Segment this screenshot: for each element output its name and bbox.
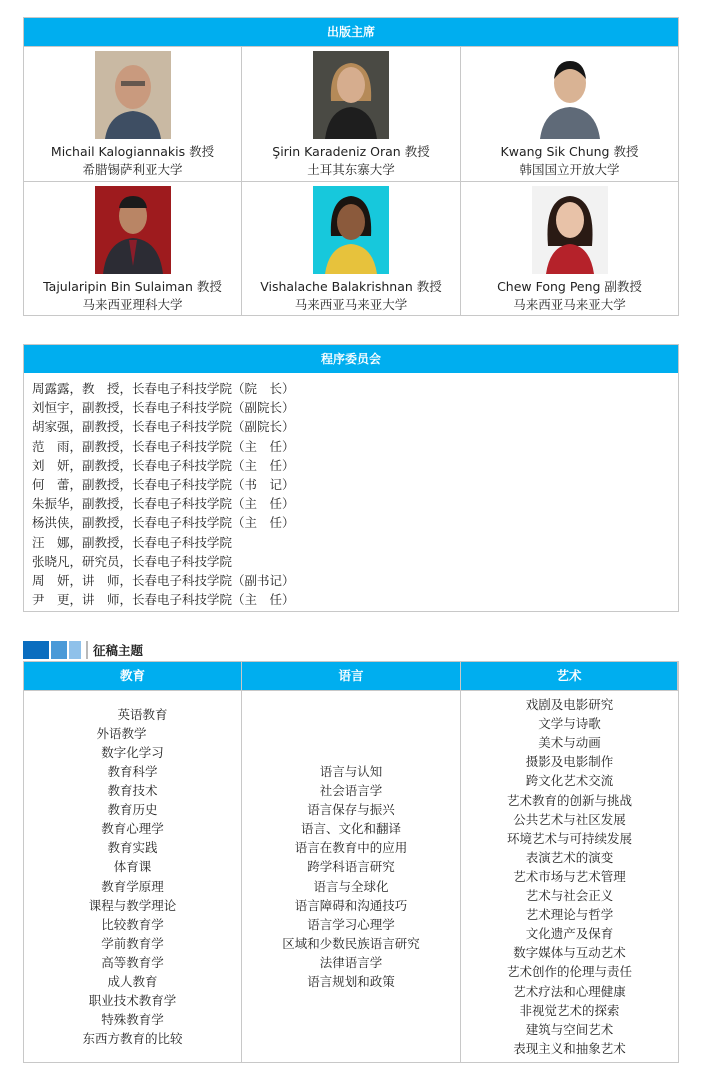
chair-affiliation: 马来西亚马来亚大学 <box>513 297 626 312</box>
committee-member: 尹 更，讲 师，长春电子科技学院（主 任） <box>32 592 295 608</box>
committee-member: 汪 娜，副教授，长春电子科技学院 <box>32 534 233 550</box>
chair-photo <box>532 186 608 274</box>
topic-item: 比较教育学 <box>101 916 164 932</box>
topic-item: 教育心理学 <box>101 821 164 837</box>
topic-item: 文学与诗歌 <box>538 716 601 732</box>
topic-item: 特殊教育学 <box>101 1012 164 1028</box>
topic-item: 艺术市场与艺术管理 <box>513 868 626 884</box>
topics-section-heading <box>23 640 143 660</box>
topic-item: 艺术创作的伦理与责任 <box>506 964 632 980</box>
program-committee-table <box>23 344 679 612</box>
chair-card <box>242 46 461 181</box>
topic-column-header-language: 语言 <box>242 662 461 690</box>
chair-name: Tajularipin Bin Sulaiman 教授 <box>43 279 222 294</box>
topic-column-art <box>461 690 678 1062</box>
topic-item: 社会语言学 <box>319 783 383 799</box>
committee-member: 胡家强，副教授，长春电子科技学院（副院长） <box>32 419 295 435</box>
topic-item: 教育技术 <box>107 783 158 799</box>
topic-item: 职业技术教育学 <box>88 993 177 1009</box>
topic-item: 外语教学 <box>96 725 147 741</box>
chair-name: Kwang Sik Chung 教授 <box>500 144 639 159</box>
committee-member: 周 妍，讲 师，长春电子科技学院（副书记） <box>32 573 295 589</box>
chair-card <box>242 181 461 315</box>
topic-item: 教育科学 <box>107 763 158 779</box>
topic-item: 课程与教学理论 <box>88 897 177 913</box>
chair-card <box>24 46 242 181</box>
committee-member: 杨洪侠，副教授，长春电子科技学院（主 任） <box>32 515 295 531</box>
chair-card <box>24 181 242 315</box>
decorative-square-dark <box>23 641 49 659</box>
publication-chairs-table <box>23 17 679 316</box>
topic-item: 语言障碍和沟通技巧 <box>294 897 408 913</box>
topic-item: 美术与动画 <box>538 735 601 751</box>
topic-item: 语言保存与振兴 <box>307 802 395 818</box>
topic-item: 高等教育学 <box>101 954 164 970</box>
chair-photo <box>313 186 389 274</box>
topic-item: 语言、文化和翻译 <box>300 821 401 837</box>
topics-table <box>23 661 679 1063</box>
decorative-square-mid <box>51 641 67 659</box>
topic-item: 表现主义和抽象艺术 <box>513 1040 626 1056</box>
topic-item: 语言与认知 <box>319 763 383 779</box>
topic-item: 环境艺术与可持续发展 <box>506 830 632 846</box>
topic-item: 语言与全球化 <box>313 878 389 894</box>
committee-member: 刘恒宇，副教授，长春电子科技学院（副院长） <box>32 400 295 416</box>
topic-item: 跨文化艺术交流 <box>525 773 614 789</box>
topic-item: 教育学原理 <box>101 878 164 894</box>
topic-item: 区域和少数民族语言研究 <box>282 935 420 951</box>
topic-item: 数字化学习 <box>101 744 164 760</box>
topic-item: 语言学习心理学 <box>307 916 395 932</box>
topic-item: 文化遗产及保育 <box>525 926 614 942</box>
committee-member: 朱振华，副教授，长春电子科技学院（主 任） <box>32 496 295 512</box>
chair-affiliation: 马来西亚马来亚大学 <box>294 297 408 312</box>
topic-item: 表演艺术的演变 <box>525 849 614 865</box>
chair-affiliation: 土耳其东寨大学 <box>307 162 395 177</box>
committee-list <box>24 373 678 609</box>
topic-item: 东西方教育的比较 <box>82 1031 183 1047</box>
chair-name: Chew Fong Peng 副教授 <box>497 279 642 294</box>
topic-item: 建筑与空间艺术 <box>525 1021 614 1037</box>
chair-photo <box>313 51 389 139</box>
topic-column-header-education: 教育 <box>24 662 242 690</box>
topic-item: 法律语言学 <box>319 954 383 970</box>
topic-item: 艺术疗法和心理健康 <box>513 983 626 999</box>
topic-item: 艺术教育的创新与挑战 <box>506 792 632 808</box>
committee-member: 刘 妍，副教授，长春电子科技学院（主 任） <box>32 457 295 473</box>
decorative-square-light <box>69 641 81 659</box>
topic-item: 非视觉艺术的探索 <box>519 1002 620 1018</box>
topic-item: 英语教育 <box>117 706 168 722</box>
chair-photo <box>95 51 171 139</box>
program-committee-header: 程序委员会 <box>24 345 678 373</box>
topic-item: 教育历史 <box>107 802 158 818</box>
chair-name: Vishalache Balakrishnan 教授 <box>260 279 442 294</box>
topic-item: 学前教育学 <box>101 935 164 951</box>
heading-divider <box>86 641 88 659</box>
topic-item: 艺术理论与哲学 <box>525 907 614 923</box>
topic-item: 艺术与社会正义 <box>525 888 614 904</box>
chair-card <box>461 181 678 315</box>
committee-member: 范 雨，副教授，长春电子科技学院（主 任） <box>32 438 295 454</box>
topic-item: 成人教育 <box>107 973 158 989</box>
committee-member: 张晓凡，研究员，长春电子科技学院 <box>32 553 233 569</box>
chair-affiliation: 韩国国立开放大学 <box>519 162 620 177</box>
chair-name: Şirin Karadeniz Oran 教授 <box>272 144 430 159</box>
publication-chairs-header: 出版主席 <box>24 18 678 46</box>
topic-column-language <box>242 690 461 1062</box>
topic-item: 数字媒体与互动艺术 <box>513 945 626 961</box>
topics-title: 征稿主题 <box>93 643 144 658</box>
topic-item: 教育实践 <box>107 840 158 856</box>
chair-affiliation: 希腊锡萨利亚大学 <box>82 162 183 177</box>
topic-item: 公共艺术与社区发展 <box>513 811 626 827</box>
chair-photo <box>532 51 608 139</box>
topic-item: 语言在教育中的应用 <box>294 840 408 856</box>
topic-item: 体育课 <box>113 859 152 875</box>
committee-member: 何 蕾，副教授，长春电子科技学院（书 记） <box>32 477 295 493</box>
topic-item: 摄影及电影制作 <box>525 754 614 770</box>
topic-column-header-art: 艺术 <box>461 662 678 690</box>
topic-item: 语言规划和政策 <box>307 973 395 989</box>
chair-name: Michail Kalogiannakis 教授 <box>50 144 215 159</box>
topic-item: 戏剧及电影研究 <box>525 697 614 713</box>
topic-item: 跨学科语言研究 <box>307 859 395 875</box>
committee-member: 周露露，教 授，长春电子科技学院（院 长） <box>32 381 295 396</box>
chair-photo <box>95 186 171 274</box>
topic-column-education <box>24 690 242 1062</box>
chair-affiliation: 马来西亚理科大学 <box>82 297 183 312</box>
chair-card <box>461 46 678 181</box>
